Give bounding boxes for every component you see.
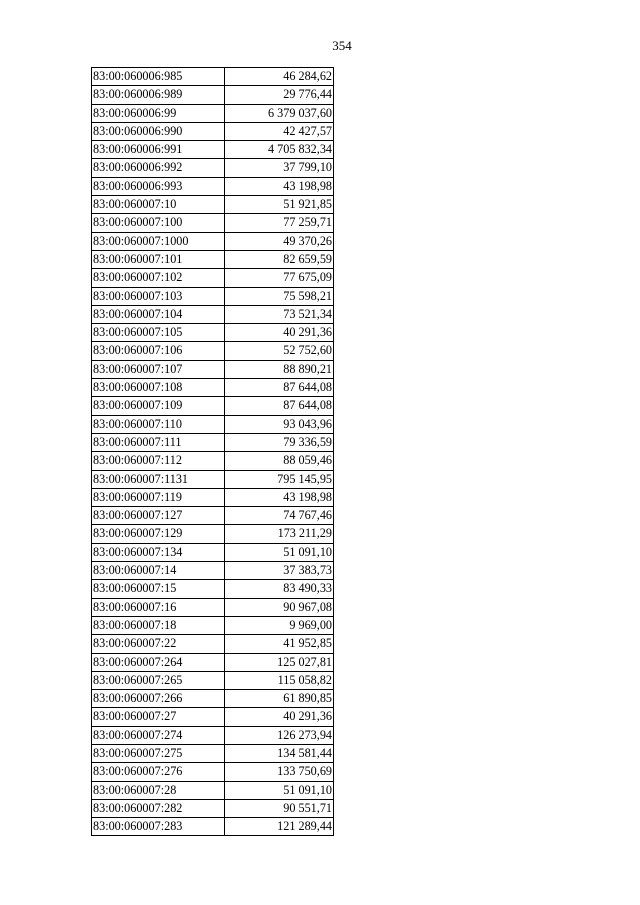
- table-row: [92, 232, 334, 250]
- table-row: [92, 122, 334, 140]
- table-row: [92, 470, 334, 488]
- table-row: [92, 287, 334, 305]
- value-cell: 121 289,44: [225, 818, 334, 836]
- table-row: [92, 598, 334, 616]
- table-row: [92, 580, 334, 598]
- cadastral-number-cell: 83:00:060007:134: [92, 543, 225, 561]
- value-cell: 74 767,46: [225, 507, 334, 525]
- cadastral-number-cell: 83:00:060006:990: [92, 122, 225, 140]
- table-row: [92, 159, 334, 177]
- cadastral-number-cell: 83:00:060007:14: [92, 562, 225, 580]
- table-row: [92, 799, 334, 817]
- cadastral-number-cell: 83:00:060007:112: [92, 452, 225, 470]
- table-row: [92, 250, 334, 268]
- value-cell: 6 379 037,60: [225, 104, 334, 122]
- cadastral-number-cell: 83:00:060007:266: [92, 690, 225, 708]
- cadastral-number-cell: 83:00:060007:1131: [92, 470, 225, 488]
- cadastral-number-cell: 83:00:060007:283: [92, 818, 225, 836]
- value-cell: 88 890,21: [225, 360, 334, 378]
- cadastral-number-cell: 83:00:060006:989: [92, 86, 225, 104]
- value-cell: 61 890,85: [225, 690, 334, 708]
- table-row: [92, 379, 334, 397]
- table-row: [92, 433, 334, 451]
- value-cell: 51 091,10: [225, 781, 334, 799]
- cadastral-value-table: [91, 67, 334, 836]
- table-row: [92, 68, 334, 86]
- cadastral-number-cell: 83:00:060007:264: [92, 653, 225, 671]
- cadastral-number-cell: 83:00:060007:276: [92, 763, 225, 781]
- cadastral-number-cell: 83:00:060007:103: [92, 287, 225, 305]
- cadastral-number-cell: 83:00:060007:282: [92, 799, 225, 817]
- value-cell: 75 598,21: [225, 287, 334, 305]
- cadastral-number-cell: 83:00:060007:107: [92, 360, 225, 378]
- table-row: [92, 781, 334, 799]
- cadastral-number-cell: 83:00:060006:993: [92, 177, 225, 195]
- value-cell: 133 750,69: [225, 763, 334, 781]
- cadastral-number-cell: 83:00:060007:101: [92, 250, 225, 268]
- table-row: [92, 452, 334, 470]
- table-row: [92, 86, 334, 104]
- value-cell: 90 967,08: [225, 598, 334, 616]
- value-cell: 29 776,44: [225, 86, 334, 104]
- value-cell: 4 705 832,34: [225, 141, 334, 159]
- table-row: [92, 690, 334, 708]
- value-cell: 51 091,10: [225, 543, 334, 561]
- table-row: [92, 543, 334, 561]
- table-row: [92, 525, 334, 543]
- table-row: [92, 415, 334, 433]
- value-cell: 49 370,26: [225, 232, 334, 250]
- table-row: [92, 562, 334, 580]
- table-row: [92, 708, 334, 726]
- table-row: [92, 397, 334, 415]
- value-cell: 87 644,08: [225, 379, 334, 397]
- cadastral-number-cell: 83:00:060007:108: [92, 379, 225, 397]
- value-cell: 93 043,96: [225, 415, 334, 433]
- value-cell: 52 752,60: [225, 342, 334, 360]
- value-cell: 88 059,46: [225, 452, 334, 470]
- value-cell: 73 521,34: [225, 305, 334, 323]
- table-row: [92, 726, 334, 744]
- cadastral-number-cell: 83:00:060007:119: [92, 488, 225, 506]
- cadastral-number-cell: 83:00:060007:10: [92, 196, 225, 214]
- table-row: [92, 269, 334, 287]
- value-cell: 90 551,71: [225, 799, 334, 817]
- cadastral-number-cell: 83:00:060007:275: [92, 744, 225, 762]
- cadastral-number-cell: 83:00:060007:22: [92, 635, 225, 653]
- cadastral-number-cell: 83:00:060007:127: [92, 507, 225, 525]
- cadastral-number-cell: 83:00:060007:110: [92, 415, 225, 433]
- table-row: [92, 214, 334, 232]
- cadastral-number-cell: 83:00:060007:111: [92, 433, 225, 451]
- table-row: [92, 507, 334, 525]
- table-row: [92, 177, 334, 195]
- value-cell: 40 291,36: [225, 324, 334, 342]
- value-cell: 79 336,59: [225, 433, 334, 451]
- value-cell: 9 969,00: [225, 616, 334, 634]
- value-cell: 82 659,59: [225, 250, 334, 268]
- cadastral-number-cell: 83:00:060007:18: [92, 616, 225, 634]
- cadastral-number-cell: 83:00:060007:15: [92, 580, 225, 598]
- value-cell: 43 198,98: [225, 488, 334, 506]
- table-row: [92, 653, 334, 671]
- table-row: [92, 305, 334, 323]
- value-cell: 46 284,62: [225, 68, 334, 86]
- value-cell: 83 490,33: [225, 580, 334, 598]
- value-cell: 77 675,09: [225, 269, 334, 287]
- value-cell: 795 145,95: [225, 470, 334, 488]
- cadastral-number-cell: 83:00:060006:991: [92, 141, 225, 159]
- value-cell: 87 644,08: [225, 397, 334, 415]
- table-row: [92, 671, 334, 689]
- cadastral-number-cell: 83:00:060007:1000: [92, 232, 225, 250]
- cadastral-number-cell: 83:00:060007:104: [92, 305, 225, 323]
- value-cell: 42 427,57: [225, 122, 334, 140]
- value-cell: 125 027,81: [225, 653, 334, 671]
- table-body: [92, 68, 334, 836]
- cadastral-number-cell: 83:00:060007:27: [92, 708, 225, 726]
- cadastral-number-cell: 83:00:060007:100: [92, 214, 225, 232]
- value-cell: 40 291,36: [225, 708, 334, 726]
- value-cell: 115 058,82: [225, 671, 334, 689]
- table-row: [92, 744, 334, 762]
- table-row: [92, 104, 334, 122]
- table-row: [92, 360, 334, 378]
- cadastral-number-cell: 83:00:060007:274: [92, 726, 225, 744]
- value-cell: 41 952,85: [225, 635, 334, 653]
- table-row: [92, 342, 334, 360]
- cadastral-number-cell: 83:00:060006:99: [92, 104, 225, 122]
- cadastral-number-cell: 83:00:060007:265: [92, 671, 225, 689]
- cadastral-number-cell: 83:00:060006:985: [92, 68, 225, 86]
- table-row: [92, 488, 334, 506]
- value-cell: 126 273,94: [225, 726, 334, 744]
- cadastral-number-cell: 83:00:060007:109: [92, 397, 225, 415]
- table-row: [92, 196, 334, 214]
- value-cell: 37 383,73: [225, 562, 334, 580]
- cadastral-number-cell: 83:00:060007:129: [92, 525, 225, 543]
- value-cell: 43 198,98: [225, 177, 334, 195]
- value-cell: 37 799,10: [225, 159, 334, 177]
- value-cell: 134 581,44: [225, 744, 334, 762]
- cadastral-number-cell: 83:00:060007:106: [92, 342, 225, 360]
- table-row: [92, 763, 334, 781]
- cadastral-number-cell: 83:00:060007:28: [92, 781, 225, 799]
- cadastral-number-cell: 83:00:060007:16: [92, 598, 225, 616]
- cadastral-number-cell: 83:00:060006:992: [92, 159, 225, 177]
- table-row: [92, 141, 334, 159]
- cadastral-number-cell: 83:00:060007:105: [92, 324, 225, 342]
- table-row: [92, 324, 334, 342]
- table-row: [92, 818, 334, 836]
- table-row: [92, 635, 334, 653]
- value-cell: 173 211,29: [225, 525, 334, 543]
- table-row: [92, 616, 334, 634]
- value-cell: 77 259,71: [225, 214, 334, 232]
- cadastral-number-cell: 83:00:060007:102: [92, 269, 225, 287]
- page-number: 354: [332, 38, 352, 53]
- value-cell: 51 921,85: [225, 196, 334, 214]
